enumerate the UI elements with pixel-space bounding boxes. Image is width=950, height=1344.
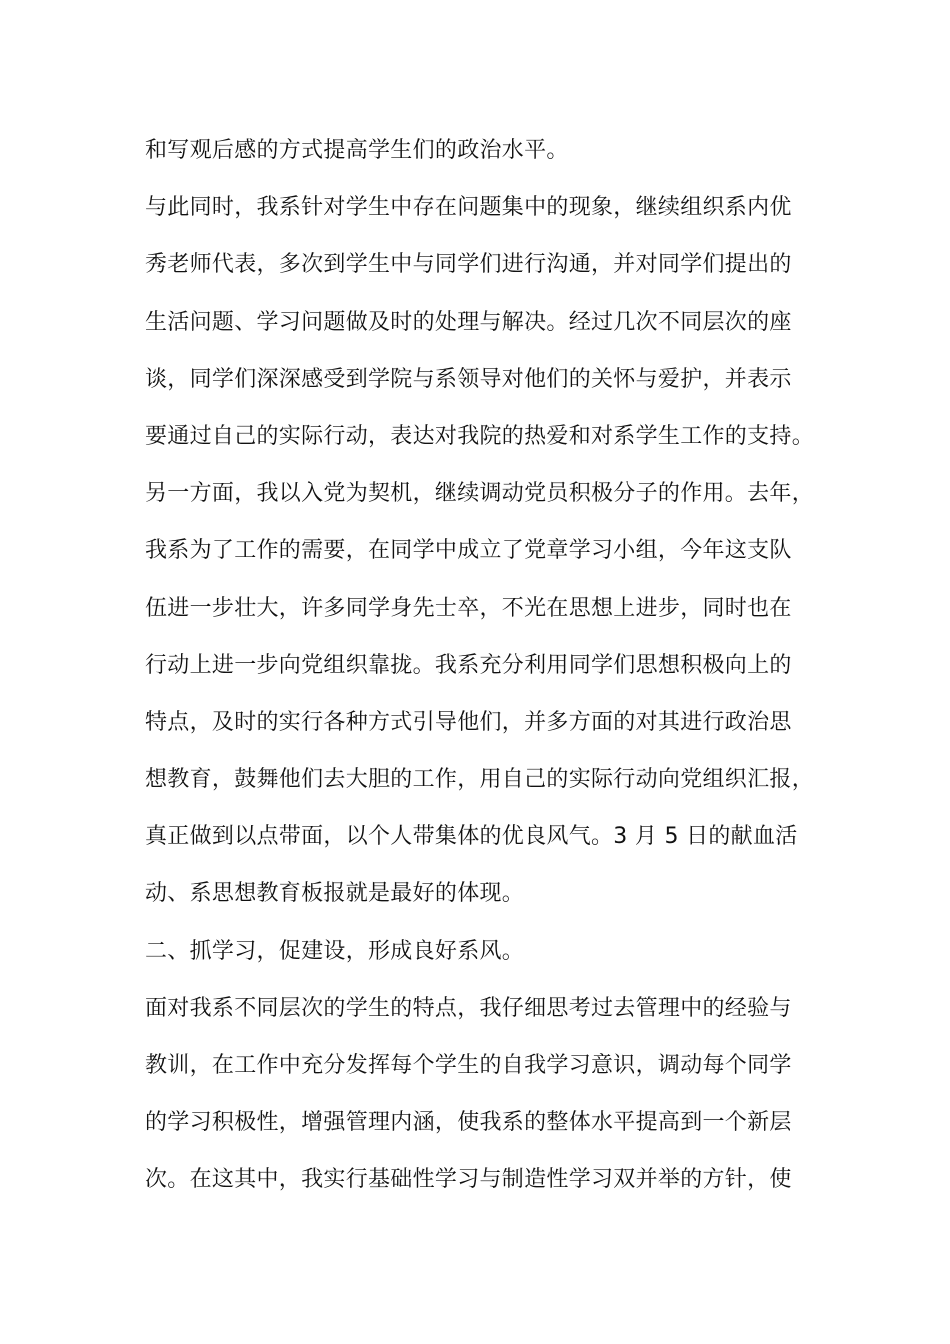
text-line: 要通过自己的实际行动，表达对我院的热爱和对系学生工作的支持。 [145, 423, 815, 449]
paragraph-start-line: 与此同时，我系针对学生中存在问题集中的现象，继续组织系内优 [145, 195, 792, 221]
text-line: 行动上进一步向党组织靠拢。我系充分利用同学们思想积极向上的 [145, 652, 792, 678]
paragraph-start-line: 另一方面，我以入党为契机，继续调动党员积极分子的作用。去年， [145, 481, 815, 507]
text-line: 想教育，鼓舞他们去大胆的工作，用自己的实际行动向党组织汇报， [145, 767, 815, 793]
text-line: 教训，在工作中充分发挥每个学生的自我学习意识，调动每个同学 [145, 1053, 792, 1078]
text-line: 动、系思想教育板报就是最好的体现。 [145, 881, 525, 907]
text-line: 次。在这其中，我实行基础性学习与制造性学习双并举的方针，使 [145, 1167, 792, 1193]
text-line: 和写观后感的方式提高学生们的政治水平。 [145, 138, 569, 163]
text-line: 的学习积极性，增强管理内涵，使我系的整体水平提高到一个新层 [145, 1110, 792, 1136]
text-line: 谈，同学们深深感受到学院与系领导对他们的关怀与爱护，并表示 [145, 366, 792, 392]
text-line: 生活问题、学习问题做及时的处理与解决。经过几次不同层次的座 [145, 309, 792, 335]
text-line: 我系为了工作的需要，在同学中成立了党章学习小组，今年这支队 [145, 538, 792, 564]
text-line: 伍进一步壮大，许多同学身先士卒，不光在思想上进步，同时也在 [145, 595, 792, 621]
text-line: 秀老师代表，多次到学生中与同学们进行沟通，并对同学们提出的 [145, 252, 792, 278]
text-line: 真正做到以点带面，以个人带集体的优良风气。3 月 5 日的献血活 [145, 824, 798, 850]
paragraph-start-line: 面对我系不同层次的学生的特点，我仔细思考过去管理中的经验与 [145, 995, 792, 1021]
text-line: 特点，及时的实行各种方式引导他们，并多方面的对其进行政治思 [145, 709, 792, 735]
section-heading: 二、抓学习，促建设，形成良好系风。 [145, 938, 525, 964]
body-text [145, 122, 825, 1209]
